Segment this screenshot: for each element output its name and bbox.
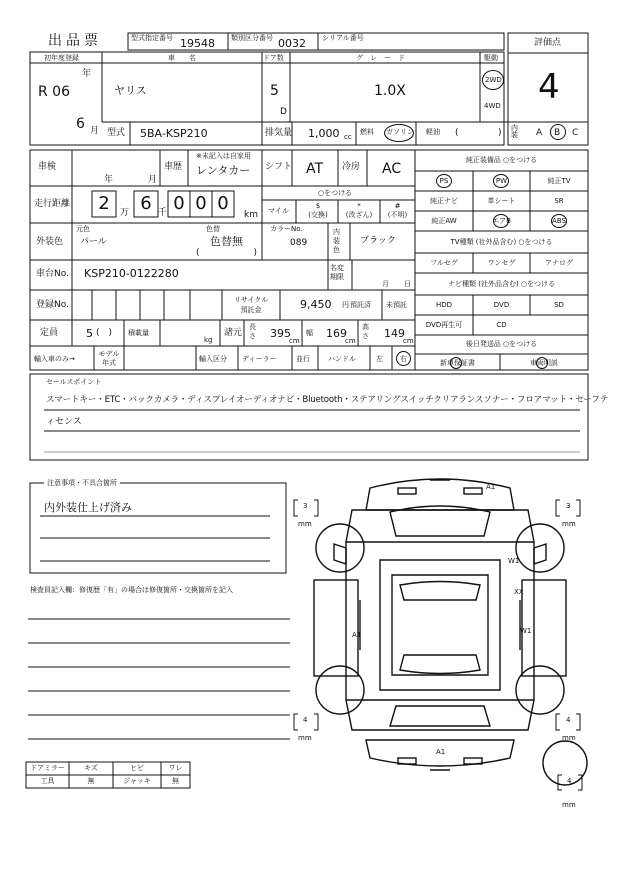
bottom-header: ヒビ bbox=[130, 764, 144, 772]
later-shipping-label: 後日発送品 ○をつける bbox=[465, 340, 538, 348]
door-suffix: D bbox=[280, 107, 287, 117]
equip-navi: 純正ナビ bbox=[430, 197, 458, 205]
later-manual: 車両明説 bbox=[530, 359, 558, 367]
tire-rear-right-value: 4 bbox=[566, 716, 571, 724]
car-name-label: 車 名 bbox=[168, 54, 196, 62]
door-count: 5 bbox=[270, 83, 279, 99]
car-diagram bbox=[314, 479, 566, 770]
ac: AC bbox=[382, 161, 402, 177]
handle-left: 左 bbox=[376, 355, 383, 363]
import-dealer: ディーラー bbox=[242, 355, 277, 363]
damage-mark: A1 bbox=[352, 631, 362, 639]
nav-sd: SD bbox=[554, 301, 564, 309]
equip-abs: ABS bbox=[552, 217, 566, 225]
interior-a: A bbox=[536, 128, 543, 138]
genuine-equip-label: 純正装備品 ○をつける bbox=[465, 156, 538, 164]
inspection-year-unit: 年 bbox=[104, 175, 114, 185]
tire-mm: mm bbox=[562, 520, 576, 528]
damage-mark: W1 bbox=[508, 557, 520, 565]
cc-unit: cc bbox=[344, 133, 352, 141]
tv-oneseg: ワンセグ bbox=[487, 259, 516, 267]
displacement-label: 排気量 bbox=[265, 128, 293, 138]
nav-dvd: DVD bbox=[493, 301, 510, 309]
equip-tv: 純正TV bbox=[547, 177, 571, 185]
mileage-label: 走行距離 bbox=[34, 199, 71, 209]
color-no-label: カラーNo. bbox=[270, 225, 303, 233]
fuel-label: 燃料 bbox=[360, 128, 374, 136]
unit-sen: 千 bbox=[158, 208, 168, 218]
capacity-label: 定員 bbox=[40, 328, 59, 338]
shift-label: シフト bbox=[265, 162, 293, 172]
equip-ps: PS bbox=[439, 177, 449, 185]
diesel-paren: ( bbox=[455, 128, 459, 138]
name-change-day: 日 bbox=[404, 280, 411, 288]
sales-point-label: セールスポイント bbox=[46, 378, 102, 386]
tire-mm: mm bbox=[562, 801, 576, 809]
notes-label: 注意事項・不具合箇所 bbox=[44, 480, 120, 487]
first-reg-era: R 06 bbox=[38, 84, 70, 100]
recycle-label: リサイクル 預託金 bbox=[233, 296, 269, 314]
color-paren: ( ) bbox=[196, 248, 258, 258]
recycle-amount: 9,450 bbox=[300, 298, 332, 311]
mileage-digit: 2 bbox=[98, 193, 110, 214]
door-label: ドア数 bbox=[263, 54, 284, 62]
grade-label: グ レ ー ド bbox=[356, 54, 405, 62]
length-cm: cm bbox=[289, 337, 300, 345]
recycle-unit: 円 bbox=[342, 301, 349, 309]
type-designation-no: 19548 bbox=[180, 37, 215, 50]
capacity-paren: ( ) bbox=[96, 328, 113, 338]
capacity: 5 bbox=[86, 327, 93, 340]
drive-label: 駆動 bbox=[484, 54, 498, 62]
model: 5BA-KSP210 bbox=[140, 127, 208, 140]
mileage-digit: 0 bbox=[195, 193, 207, 214]
chassis-label: 車台No. bbox=[36, 269, 69, 279]
mileage-digit: 0 bbox=[173, 193, 185, 214]
equip-leather: 革シート bbox=[487, 197, 516, 205]
kg-unit: kg bbox=[204, 336, 213, 344]
width-cm: cm bbox=[345, 337, 356, 345]
interior-color: ブラック bbox=[360, 236, 396, 246]
height-cm: cm bbox=[403, 337, 414, 345]
serial-no-label: シリアル番号 bbox=[322, 34, 364, 42]
width-label: 幅 bbox=[306, 329, 313, 337]
import-parallel: 並行 bbox=[296, 355, 310, 363]
reg-no-label: 登録No. bbox=[36, 300, 69, 310]
length: 395 bbox=[270, 327, 291, 340]
chassis-no: KSP210-0122280 bbox=[84, 267, 179, 280]
equip-sr: SR bbox=[554, 197, 564, 205]
bottom-header: ドアミラー bbox=[30, 764, 65, 772]
color-label: 色替 bbox=[206, 225, 220, 233]
tire-mm: mm bbox=[298, 734, 312, 742]
history: レンタカー bbox=[196, 164, 251, 177]
bottom-header: キズ bbox=[84, 764, 98, 772]
damage-mark: W1 bbox=[520, 627, 532, 635]
car-name: ヤリス bbox=[114, 84, 147, 97]
odometer-note: ○をつける bbox=[318, 189, 353, 197]
nav-type-label: ナビ種類 (社外品含む) ○をつける bbox=[447, 280, 556, 288]
tire-mm: mm bbox=[298, 520, 312, 528]
unit-man: 万 bbox=[120, 208, 130, 218]
class-no: 0032 bbox=[278, 37, 306, 50]
equip-airbag: エアB bbox=[492, 217, 511, 225]
bottom-value: ジャッキ bbox=[123, 777, 151, 785]
interior-c: C bbox=[572, 128, 579, 138]
handle-label: ハンドル bbox=[328, 355, 356, 363]
load-label: 積載量 bbox=[128, 329, 149, 337]
nav-cd: CD bbox=[496, 321, 507, 329]
color-no: 089 bbox=[290, 238, 308, 248]
class-no-label: 類別区分番号 bbox=[231, 34, 273, 42]
bottom-value: 無 bbox=[87, 777, 95, 785]
model-year-label: モデル 年式 bbox=[98, 350, 120, 367]
recycle-deposited: 預託済 bbox=[350, 301, 371, 309]
notes-line1: 内外装仕上げ済み bbox=[44, 501, 132, 514]
import-only-label: 輸入車のみ→ bbox=[34, 355, 75, 363]
history-note: ※未記入は自家用 bbox=[196, 152, 251, 160]
eval-label: 評価点 bbox=[534, 38, 562, 48]
bottom-value: 無 bbox=[172, 777, 179, 785]
tire-spare-value: 4 bbox=[567, 777, 572, 785]
bottom-header: ワレ bbox=[168, 764, 183, 772]
fuel-gasoline: ガソリン bbox=[386, 128, 414, 136]
mileage-digit: 0 bbox=[217, 193, 229, 214]
interior-color-label: 内装色 bbox=[333, 228, 340, 254]
drive-2wd: 2WD bbox=[485, 76, 502, 84]
length-label: 長さ bbox=[249, 323, 256, 340]
equip-aw: 純正AW bbox=[431, 217, 457, 225]
unit-km: km bbox=[244, 210, 258, 220]
history-label: 車歴 bbox=[164, 162, 183, 172]
name-change-label: 名変期限 bbox=[330, 264, 344, 281]
inspection-month-unit: 月 bbox=[148, 175, 158, 185]
later-warranty: 新車保証書 bbox=[440, 359, 475, 367]
original-color-label: 元色 bbox=[76, 225, 90, 233]
tv-fullseg: フルセグ bbox=[430, 259, 458, 267]
diesel-label: 軽油 bbox=[426, 128, 440, 136]
month-unit: 月 bbox=[90, 126, 100, 136]
inspector-label: 検査員記入欄：修復歴「有」の場合は修復箇所・交換箇所を記入 bbox=[30, 586, 233, 594]
tire-front-left-value: 3 bbox=[303, 502, 308, 510]
bottom-value: 工具 bbox=[40, 777, 55, 785]
inspection-label: 車検 bbox=[38, 162, 57, 172]
type-designation-label: 型式指定番号 bbox=[131, 34, 173, 42]
sales-point-line2: ィセンス bbox=[46, 417, 82, 427]
odometer-tampered: * (改ざん) bbox=[345, 202, 373, 219]
ac-label: 冷房 bbox=[342, 162, 361, 172]
year-unit: 年 bbox=[82, 69, 92, 79]
diesel-paren-close: ) bbox=[498, 128, 502, 138]
model-label: 型式 bbox=[107, 128, 126, 138]
damage-mark: XX bbox=[514, 588, 524, 596]
first-reg-month: 6 bbox=[76, 116, 85, 132]
odometer-exchanged: $ (交換) bbox=[308, 202, 328, 219]
exterior-label: 外装色 bbox=[36, 237, 64, 247]
height: 149 bbox=[384, 327, 405, 340]
odometer-mile: マイル bbox=[268, 207, 289, 215]
color-change: 色替無 bbox=[210, 235, 243, 248]
recycle-not-deposited: 未預託 bbox=[386, 301, 407, 309]
damage-mark: A1 bbox=[486, 483, 496, 491]
tv-analog: アナログ bbox=[545, 259, 573, 267]
tire-mm: mm bbox=[562, 734, 576, 742]
tire-front-right-value: 3 bbox=[566, 502, 571, 510]
mileage-digit: 6 bbox=[140, 193, 152, 214]
first-reg-label: 初年度登録 bbox=[44, 54, 79, 62]
interior-label: 内装 bbox=[511, 124, 518, 139]
grade: 1.0X bbox=[374, 83, 406, 99]
width: 169 bbox=[326, 327, 347, 340]
form-title: 出品票 bbox=[48, 33, 102, 49]
shift: AT bbox=[306, 161, 324, 177]
handle-right: 右 bbox=[400, 355, 407, 363]
interior-b: B bbox=[554, 128, 561, 138]
nav-hdd: HDD bbox=[435, 301, 453, 309]
nav-dvd-play: DVD再生可 bbox=[425, 321, 463, 329]
original-color: パール bbox=[80, 237, 107, 247]
damage-mark: A1 bbox=[436, 748, 446, 756]
eval-score: 4 bbox=[538, 67, 560, 107]
name-change-month: 月 bbox=[382, 280, 389, 288]
dims-label: 諸元 bbox=[224, 328, 243, 338]
tire-rear-left-value: 4 bbox=[303, 716, 308, 724]
equip-pw: PW bbox=[495, 177, 508, 185]
import-div-label: 輸入区分 bbox=[199, 355, 227, 363]
tv-type-label: TV種類 (社外品含む) ○をつける bbox=[450, 238, 553, 246]
drive-4wd: 4WD bbox=[484, 102, 501, 110]
height-label: 高さ bbox=[362, 323, 369, 340]
sales-point-line1: スマートキー・ETC・バックカメラ・ディスプレイオーディオナビ・Bluetooth・ステアリングスイッチクリアランスソナー・フロアマット・セーフテ bbox=[46, 395, 609, 405]
displacement: 1,000 bbox=[308, 127, 340, 140]
odometer-unknown: # (不明) bbox=[387, 202, 408, 219]
